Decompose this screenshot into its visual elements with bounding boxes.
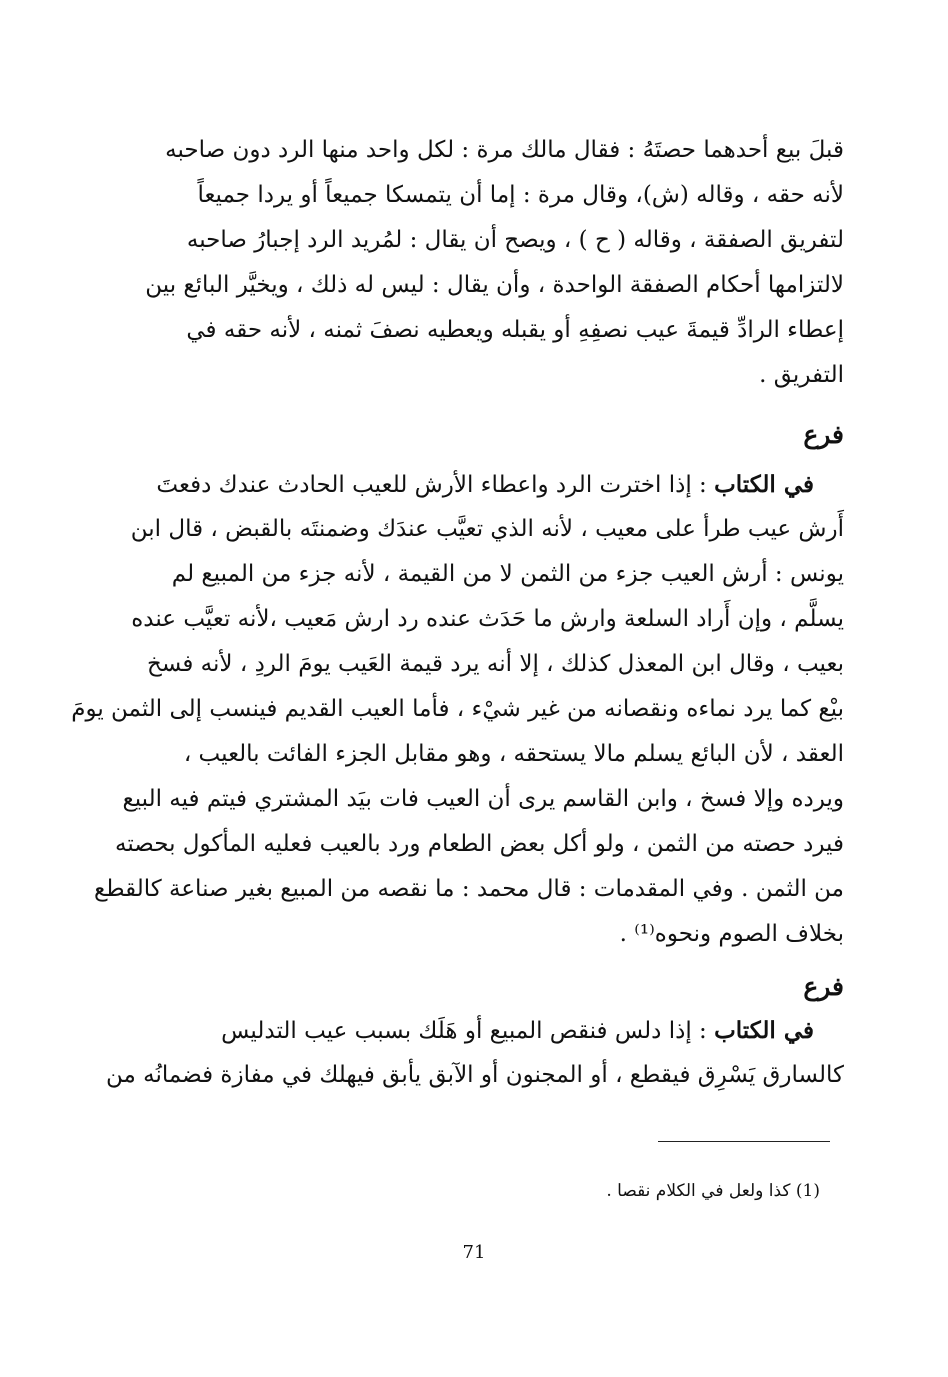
footnote: (1) كذا ولعل في الكلام نقصا . (606, 1181, 820, 1201)
text-line: يونس : أرش العيب جزء من الثمن لا من القيمة ، لأنه جزء من المبيع لم (171, 561, 844, 587)
text-line: ويرده وإلا فسخ ، وابن القاسم يرى أن العيب فات بيَد المشتري فيتم فيه البيع (122, 786, 844, 812)
paragraph-2 (71, 462, 844, 957)
text-line: لأنه حقه ، وقاله (ش)، وقال مرة : إما أن يتمسكا جميعاً أو يردا جميعاً (197, 182, 844, 208)
text-line: كالسارق يَسْرِق فيقطع ، أو المجنون أو الآبق يأبق فيهلك في مفازة فضمانُه من (106, 1062, 844, 1088)
text-line: لالتزامها أحكام الصفقة الواحدة ، وأن يقال : ليس له ذلك ، ويخيَّر البائع بين (145, 272, 844, 298)
section-heading: فرع (803, 420, 844, 449)
paragraph-3 (106, 1008, 844, 1098)
footnote-divider (658, 1141, 830, 1142)
text-line: إعطاء الرادِّ قيمةَ عيب نصفِهِ أو يقبله ويعطيه نصفَ ثمنه ، لأنه حقه في (186, 317, 844, 343)
page-number: 71 (462, 1242, 486, 1263)
text-line: من الثمن . وفي المقدمات : قال محمد : ما نقصه من المبيع بغير صناعة كالقطع (93, 876, 844, 902)
text-line: العقد ، لأن البائع يسلم مالا يستحقه ، وهو مقابل الجزء الفائت بالعيب ، (183, 741, 844, 767)
text-line (178, 1008, 844, 1053)
text-line: بخلاف الصوم ونحوه⁽¹⁾ . (619, 921, 844, 947)
section-heading-1 (178, 410, 844, 460)
text-line: يسلَّم ، وإن أَراد السلعة وارش ما حَدَث عنده رد ارش مَعيب ،لأنه تعيَّب عنده (131, 606, 844, 632)
text-line: بيْع كما يرد نماءه ونقصانه من غير شيْء ، فأما العيب القديم فينسب إلى الثمن يومَ (71, 696, 844, 722)
text-line: أَرش عيب طرأ على معيب ، لأنه الذي تعيَّب عندَك وضمنتَه بالقبض ، قال ابن (130, 516, 844, 542)
text-line: فيرد حصته من الثمن ، ولو أكل بعض الطعام ورد بالعيب فعليه المأكول بحصته (115, 831, 844, 857)
lead-term: في الكتاب (714, 471, 814, 498)
text-line: بعيب ، وقال ابن المعذل كذلك ، إلا أنه يرد قيمة العَيب يومَ الردِ ، لأنه فسخ (147, 651, 844, 677)
section-heading-2 (178, 962, 844, 1012)
text-line (156, 462, 844, 507)
text-line-rest: : إذا اخترت الرد واعطاء الأرش للعيب الحادث عندك دفعتَ (156, 472, 715, 498)
text-line: التفريق . (759, 362, 844, 388)
text-line-rest: : إذا دلس فنقص المبيع أو هَلَك بسبب عيب التدليس (221, 1018, 715, 1044)
text-line: لتفريق الصفقة ، وقاله ( ح ) ، ويصح أن يقال : لمُريد الرد إجبارُ صاحبه (186, 227, 844, 253)
lead-term: في الكتاب (714, 1017, 814, 1044)
text-line: قبلَ بيع أحدهما حصتَهُ : فقال مالك مرة : لكل واحد منها الرد دون صاحبه (165, 137, 844, 163)
section-heading: فرع (803, 972, 844, 1001)
paragraph-1 (145, 128, 844, 398)
